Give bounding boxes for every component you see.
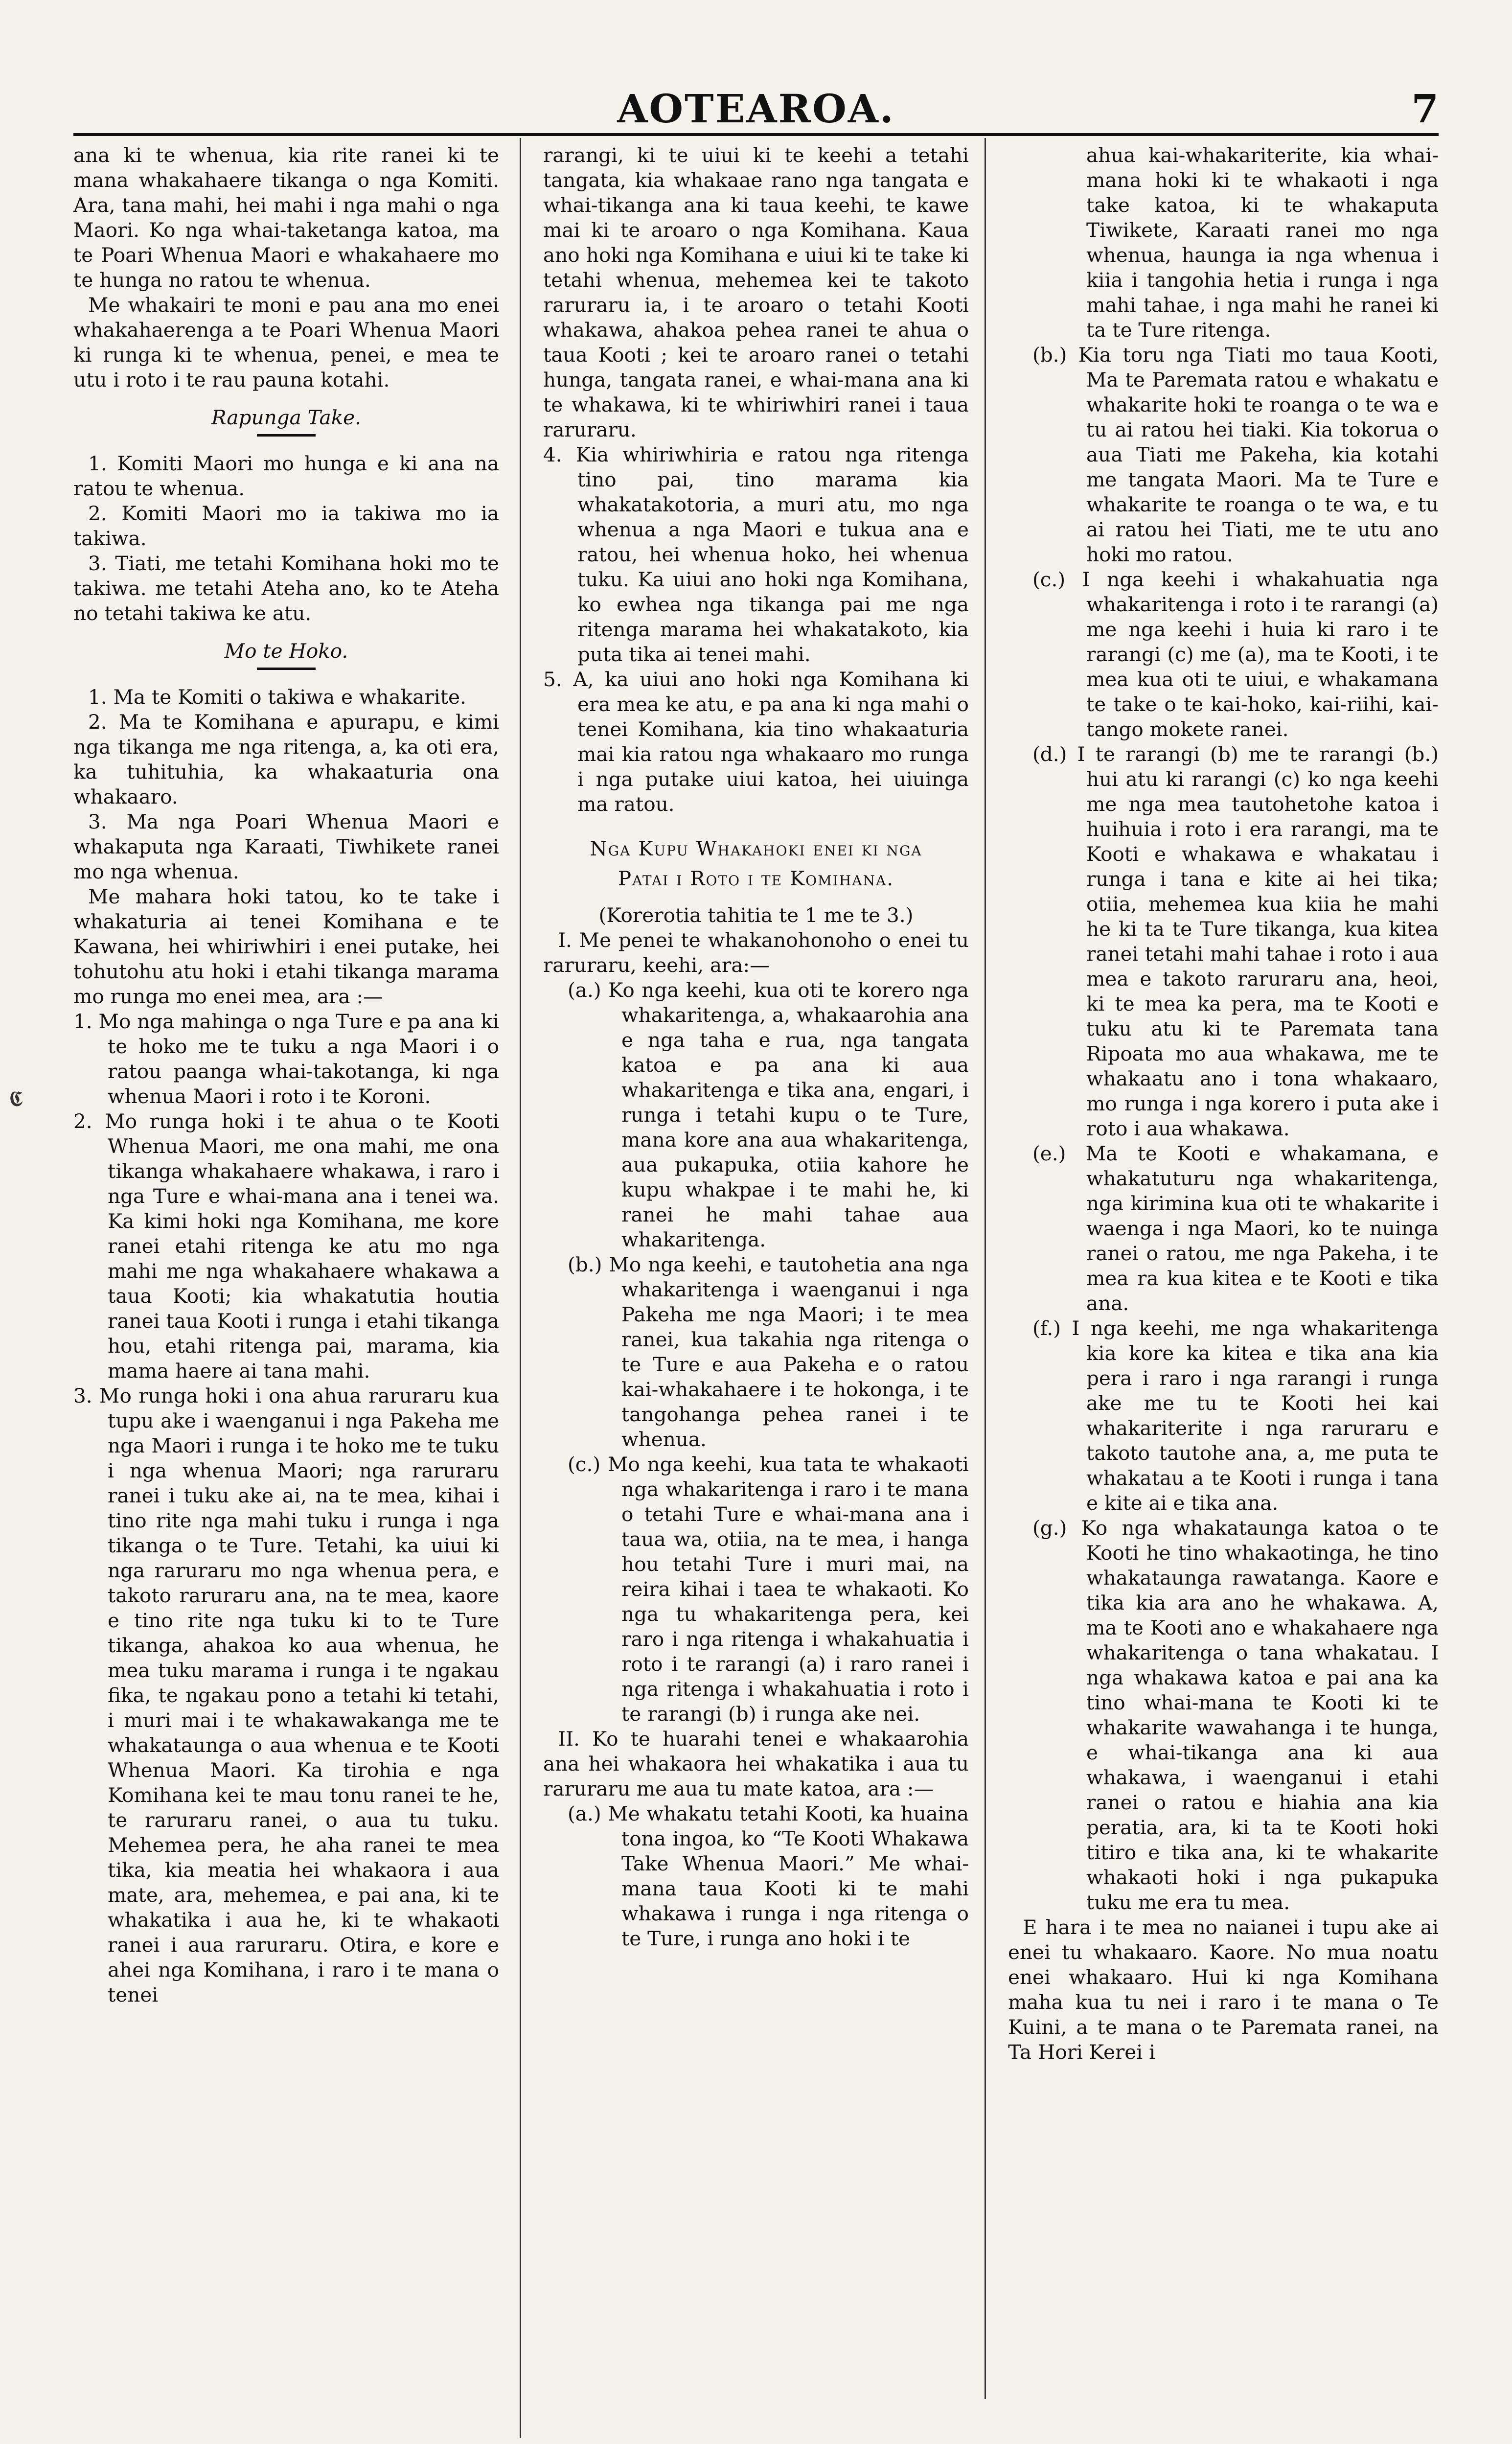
list-item: (g.) Ko nga whakataunga katoa o te Kooti he tino whakaotinga, he tino whakataunga rawatanga. Kaore e tika kia ara ano he whakawa. A, ma te Kooti ano e whakahaere nga whakaritenga o tana whakatau. I nga whakawa katoa e pai ana ka tino whai-mana te Kooti ki te whakarite wawahanga i te hunga, e whai-tikanga ana ki aua whakawa, i waenganui i etahi ranei o ratou e hiahia ana kia peratia, ara, ki ta te Kooti hoki titiro e tika ana, ki te whakarite whakaoti hoki i nga pukapuka tuku me era tu mea. bbox=[1032, 1516, 1439, 1914]
column-divider-1 bbox=[520, 138, 521, 2438]
page-header bbox=[0, 0, 1512, 132]
paragraph: Me mahara hoki tatou, ko te take i whakaturia ai tenei Komihana e te Kawana, hei whiriwhiri i enei putake, hei tohutohu atu hoki i etahi tikanga marama mo runga mo enei mea, ara :— bbox=[73, 885, 499, 1008]
list-item: 5. A, ka uiui ano hoki nga Komihana ki era mea ke atu, e pa ana ki nga mahi o tenei Komihana, kia tino whakaaturia mai kia ratou nga whakaaro mo runga i nga putake uiui katoa, hei uiuinga ma ratou. bbox=[543, 668, 969, 816]
paragraph: ahua kai-whakariterite, kia whai-mana hoki ki te whakaoti i nga take katoa, ki te whakaputa Tiwikete, Karaati ranei mo nga whenua, haunga ia nga whenua i kiia i tangohia hetia i runga i nga mahi tahae, i nga mahi he ranei ki ta te Ture ritenga. bbox=[1086, 143, 1439, 342]
paragraph: Me whakairi te moni e pau ana mo enei whakahaerenga a te Poari Whenua Maori ki runga ki te whenua, penei, e mea te utu i roto i te rau pauna kotahi. bbox=[73, 293, 499, 392]
header-rule bbox=[73, 133, 1439, 136]
list-item: 1. Komiti Maori mo hunga e ki ana na ratou te whenua. bbox=[73, 452, 499, 500]
list-item: (e.) Ma te Kooti e whakamana, e whakatuturu nga whakaritenga, nga kirimina kua oti te whakarite i waenga i nga Maori, ko te nuinga ranei o ratou, me nga Pakeha, i te mea ra kua kitea e te Kooti e tika ana. bbox=[1032, 1142, 1439, 1315]
section-rule bbox=[257, 668, 316, 670]
spacer bbox=[543, 891, 969, 903]
page-title: AOTEAROA. bbox=[617, 86, 895, 132]
column-3 bbox=[1008, 143, 1439, 2065]
margin-mark-icon: 𝕮 bbox=[9, 1086, 23, 1111]
paragraph: II. Ko te huarahi tenei e whakaarohia ana hei whakaora hei whakatika i aua tu raruraru me aua tu mate katoa, ara :— bbox=[543, 1727, 969, 1800]
list-item: 2. Mo runga hoki i te ahua o te Kooti Whenua Maori, me ona mahi, me ona tikanga whakahaere whakawa, i raro i nga Ture e whai-mana ana i tenei wa. Ka kimi hoki nga Komihana, me kore ranei etahi ritenga ke atu mo nga mahi me nga whakahaere whakawa a taua Kooti; kia whakatutia houtia ranei taua Kooti i runga i etahi tikanga hou, etahi ritenga pai, marama, kia mama haere ai tana mahi. bbox=[73, 1109, 499, 1383]
list-item: 1. Mo nga mahinga o nga Ture e pa ana ki te hoko me te tuku a nga Maori i o ratou paanga whai-takotanga, ki nga whenua Maori i roto i te Koroni. bbox=[73, 1010, 499, 1108]
note: (Korerotia tahitia te 1 me te 3.) bbox=[598, 903, 914, 927]
list-item: (c.) I nga keehi i whakahuatia nga whakaritenga i roto i te rarangi (a) me nga keehi i huia ki raro i te rarangi (c) me (a), ma te Kooti, i te mea kua oti te uiui, e whakamana te take o te kai-hoko, kai-riihi, kai-tango mokete ranei. bbox=[1032, 568, 1439, 741]
list-item: 1. Ma te Komiti o takiwa e whakarite. bbox=[88, 685, 466, 709]
list-item: (b.) Mo nga keehi, e tautohetia ana nga whakaritenga i waenganui i nga Pakeha me nga Maori; i te mea ranei, kua takahia nga ritenga o te Ture e aua Pakeha e o ratou kai-whakahaere i te hokonga, i te tangohanga pehea ranei i te whenua. bbox=[568, 1253, 969, 1451]
paragraph: I. Me penei te whakanohonoho o enei tu raruraru, keehi, ara:— bbox=[543, 928, 969, 977]
list-item: (a.) Me whakatu tetahi Kooti, ka huaina tona ingoa, ko “Te Kooti Whakawa Take Whenua Maori.” Me whai-mana taua Kooti ki te mahi whakawa i runga i nga ritenga o te Ture, i runga ano hoki i te bbox=[568, 1802, 969, 1950]
section-heading: Rapunga Take. bbox=[211, 406, 361, 429]
list-item: 2. Komiti Maori mo ia takiwa mo ia takiwa. bbox=[73, 502, 499, 550]
section-rule bbox=[257, 434, 316, 437]
column-2 bbox=[543, 143, 969, 1951]
column-1 bbox=[73, 143, 499, 2007]
paragraph: E hara i te mea no naianei i tupu ake ai enei tu whakaaro. Kaore. No mua noatu enei whakaaro. Hui ki nga Komihana maha kua tu nei i raro i te mana o Te Kuini, a te mana o te Paremata ranei, na Ta Hori Kerei i bbox=[1008, 1915, 1439, 2064]
list-item: (a.) Ko nga keehi, kua oti te korero nga whakaritenga, a, whakaarohia ana e nga taha e rua, nga tangata katoa e pa ana ki aua whakaritenga e tika ana, engari, i runga i tetahi kupu o te Ture, mana kore ana aua whakaritenga, aua pukapuka, otiia kahore he kupu whakpae i te mahi he, ki ranei he mahi tahae aua whakaritenga. bbox=[568, 978, 969, 1251]
list-item: 3. Mo runga hoki i ona ahua raruraru kua tupu ake i waenganui i nga Pakeha me nga Maori i runga i te hoko me te tuku i nga whenua Maori; nga raruraru ranei i tuku ake ai, na te mea, kihai i tino rite nga mahi tuku i runga i nga tikanga o te Ture. Tetahi, ka uiui ki nga raruraru mo nga whenua pera, e takoto raruraru ana, na te mea, kaore e tino rite nga tuku ki to te Ture tikanga, ahakoa ko aua whenua, he mea tuku marama i runga i te ngakau fika, te ngakau pono a tetahi ki tetahi, i muri mai i te whakawakanga me te whakataunga o aua whenua e te Kooti Whenua Maori. Ka tirohia e nga Komihana kei te mau tonu ranei te he, te raruraru ranei, o aua tu tuku. Mehemea pera, he aha ranei te mea tika, kia meatia hei whakaora i aua mate, ara, mehemea, e pai ana, ki te whakatika i aua he, ki te whakaoti ranei i aua raruraru. Otira, e kore e ahei nga Komihana, i raro i te mana o tenei bbox=[73, 1384, 499, 2006]
list-item: (d.) I te rarangi (b) me te rarangi (b.) hui atu ki rarangi (c) ko nga keehi me nga mea tautohetohe katoa i huihuia i roto i era rarangi, ma te Kooti e whakawa e whakatau i runga i tana e kite ai hei tika; otiia, mehemea kua kiia he mahi he ki ta te Ture tikanga, kua kitea ranei tetahi mahi tahae i roto i aua mea e takoto raruraru ana, heoi, ki te mea ka pera, ma te Kooti e tuku atu ki te Paremata tana Ripoata mo aua whakawa, me te whakaatu ano i tona whakaaro, mo runga i nga korero i puta ake i roto i aua whakawa. bbox=[1032, 742, 1439, 1140]
section-heading: Nga Kupu Whakahoki enei ki nga bbox=[590, 837, 922, 860]
paragraph: rarangi, ki te uiui ki te keehi a tetahi tangata, kia whakaae rano nga tangata e whai-tikanga ana ki taua keehi, te kawe mai ki te aroaro o nga Komihana. Kaua ano hoki nga Komihana e uiui ki te take ki tetahi whenua, mehemea kei te takoto raruraru ia, i te aroaro o tetahi Kooti whakawa, ahakoa pehea ranei te ahua o taua Kooti ; kei te aroaro ranei o tetahi hunga, tangata ranei, e whai-mana ana ki te whakawa, ki te whiriwhiri ranei i taua raruraru. bbox=[543, 143, 969, 441]
section-heading: Mo te Hoko. bbox=[224, 639, 348, 663]
list-item: 2. Ma te Komihana e apurapu, e kimi nga tikanga me nga ritenga, a, ka oti era, ka tuhituhia, ka whakaaturia ona whakaaro. bbox=[73, 710, 499, 808]
list-item: 4. Kia whiriwhiria e ratou nga ritenga tino pai, tino marama kia whakatakotoria, a muri atu, mo nga whenua a nga Maori e tukua ana e ratou, hei whenua hoko, hei whenua tuku. Ka uiui ano hoki nga Komihana, ko ewhea nga tikanga pai me nga ritenga marama hei whakatakoto, kia puta tika ai tenei mahi. bbox=[543, 443, 969, 666]
list-item: (c.) Mo nga keehi, kua tata te whakaoti nga whakaritenga i raro i te mana o tetahi Ture e whai-mana ana i taua wa, otiia, na te mea, i hanga hou tetahi Ture i muri mai, na reira kihai i taea te whakaoti. Ko nga tu whakaritenga pera, kei raro i nga ritenga i whakahuatia i roto i te rarangi (a) i raro ranei i nga ritenga i whakahuatia i roto i te rarangi (b) i runga ake nei. bbox=[568, 1453, 969, 1726]
list-item: (b.) Kia toru nga Tiati mo taua Kooti, Ma te Paremata ratou e whakatu e whakarite hoki te roanga o te wa e tu ai ratou hei tiaki. Kia tokorua o aua Tiati me Pakeha, kia kotahi me tangata Maori. Ma te Ture e whakarite te roanga o te wa, e tu ai ratou hei Tiati, me te utu ano hoki mo ratou. bbox=[1032, 343, 1439, 566]
column-divider-2 bbox=[985, 138, 986, 2399]
page-number: 7 bbox=[1411, 86, 1439, 132]
list-item: 3. Tiati, me tetahi Komihana hoki mo te takiwa. me tetahi Ateha ano, ko te Ateha no tetahi takiwa ke atu. bbox=[73, 552, 499, 625]
list-item: 3. Ma nga Poari Whenua Maori e whakaputa nga Karaati, Tiwhikete ranei mo nga whenua. bbox=[73, 810, 499, 883]
list-item: (f.) I nga keehi, me nga whakaritenga kia kore ka kitea e tika ana kia pera i raro i nga rarangi i runga ake me tu te Kooti hei kai whakariterite i nga raruraru e takoto tautohe ana, a, me puta te whakatau a te Kooti i runga i tana e kite ai e tika ana. bbox=[1032, 1316, 1439, 1515]
section-heading: Patai i Roto i te Komihana. bbox=[618, 867, 894, 890]
paragraph: ana ki te whenua, kia rite ranei ki te mana whakahaere tikanga o nga Komiti. Ara, tana mahi, hei mahi i nga mahi o nga Maori. Ko nga whai-taketanga katoa, ma te Poari Whenua Maori e whakahaere mo te hunga no ratou te whenua. bbox=[73, 143, 499, 292]
